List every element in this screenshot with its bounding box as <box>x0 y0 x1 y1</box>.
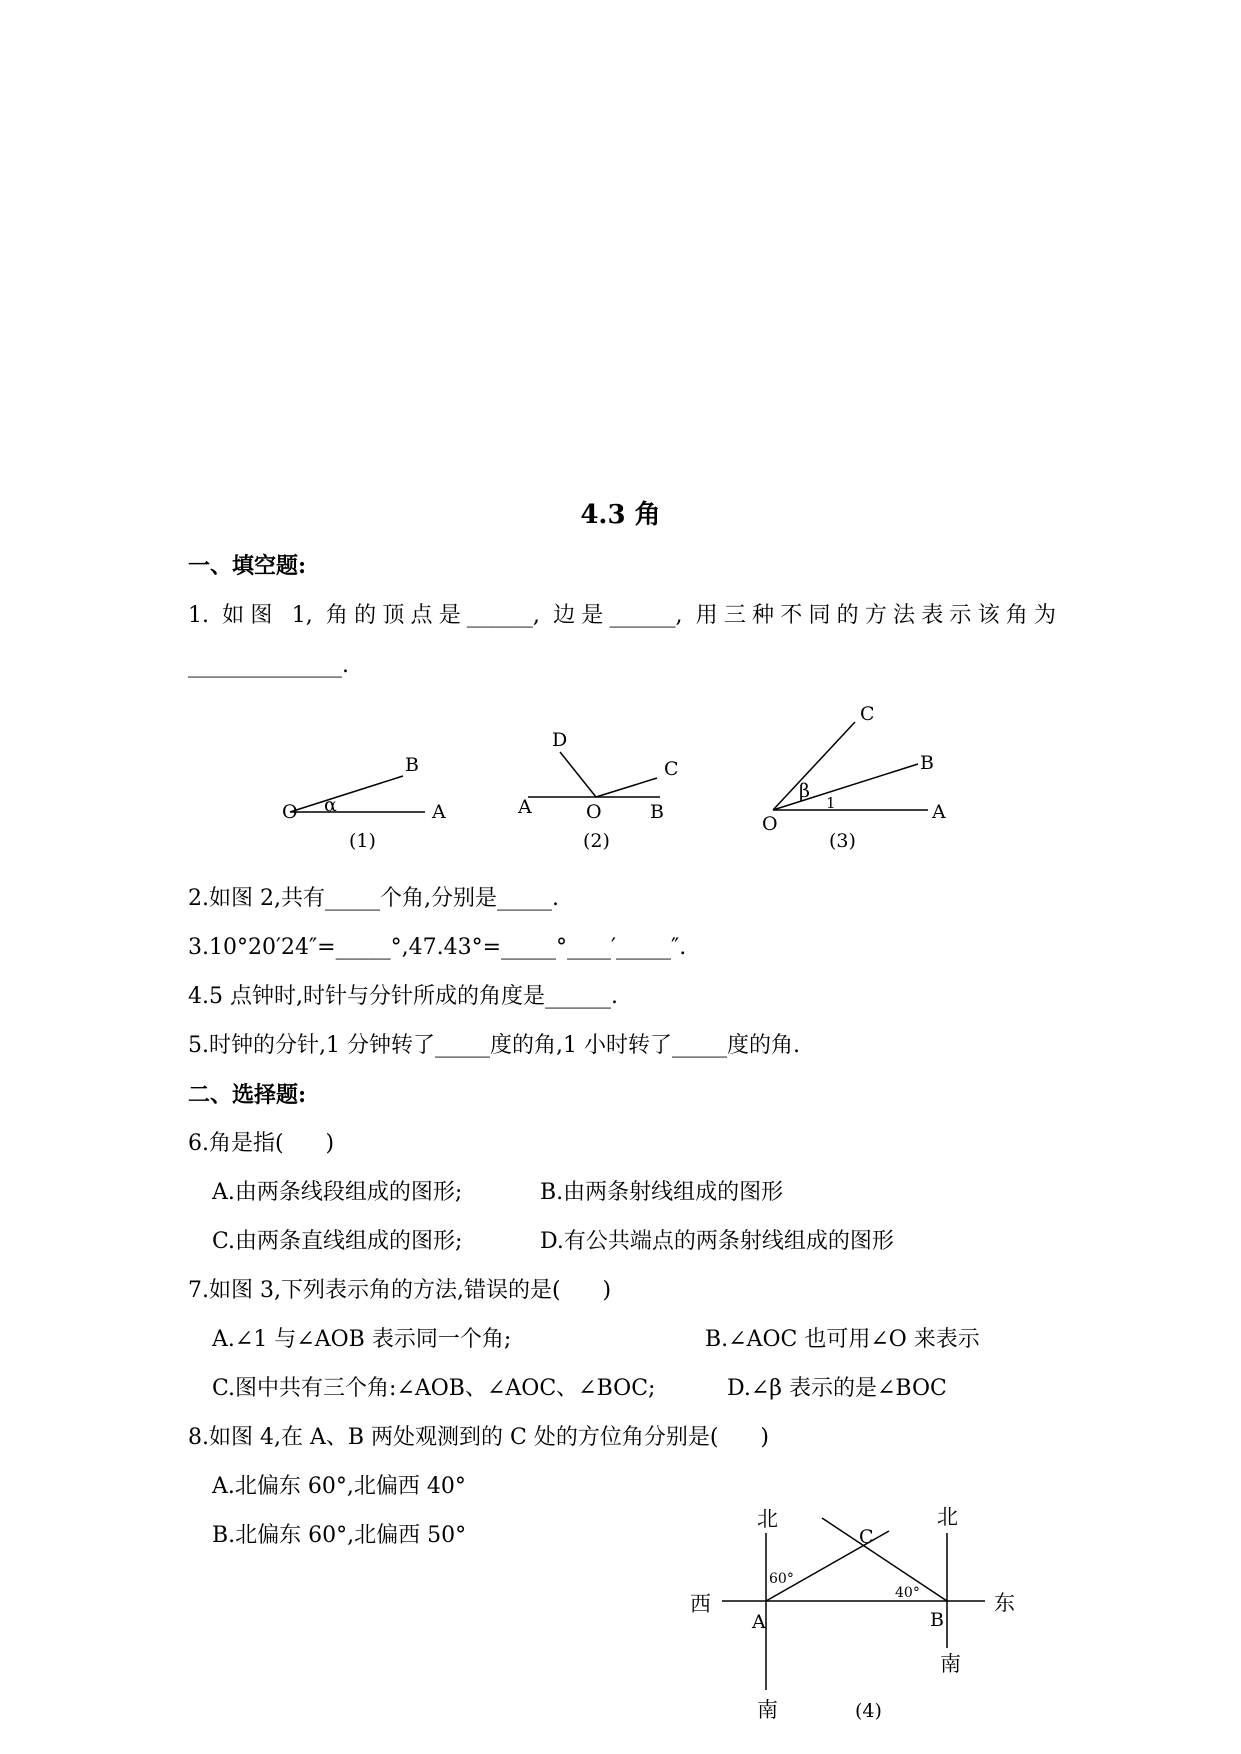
figure-3 <box>773 722 928 810</box>
question-8: 8.如图 4,在 A、B 两处观测到的 C 处的方位角分别是( ) <box>188 1425 769 1450</box>
fig4-angle-40: 40° <box>895 1585 920 1601</box>
fig4-west: 西 <box>690 1592 711 1616</box>
question-8-option-b: B.北偏东 60°,北偏西 50° <box>212 1523 467 1548</box>
fig4-south-a: 南 <box>757 1698 778 1722</box>
question-3: 3.10°20′24″=_____°,47.43°=_____°____′_____″. <box>188 935 687 960</box>
fig3-label-beta: β <box>799 780 810 802</box>
figure-1 <box>290 776 425 812</box>
question-1-line-2: ______________. <box>188 653 349 678</box>
figures-1-3 <box>0 700 1241 880</box>
fig2-label-d: D <box>552 729 568 751</box>
figure-2 <box>528 752 660 797</box>
page-title: 4.3 角 <box>580 500 661 530</box>
question-6-option-a: A.由两条线段组成的图形; <box>212 1180 463 1205</box>
fig4-label-b: B <box>930 1609 944 1631</box>
fig2-label-c: C <box>664 758 679 780</box>
fig4-label-c: C <box>859 1526 874 1548</box>
question-5: 5.时钟的分针,1 分钟转了_____度的角,1 小时转了_____度的角. <box>188 1033 800 1058</box>
fig1-caption: (1) <box>349 830 376 852</box>
question-7-option-a: A.∠1 与∠AOB 表示同一个角; <box>212 1327 512 1352</box>
fig2-label-b: B <box>650 801 664 823</box>
fig2-label-o: O <box>586 801 602 823</box>
fig4-east: 东 <box>994 1591 1015 1615</box>
fig3-caption: (3) <box>829 830 856 852</box>
question-4: 4.5 点钟时,时针与分针所成的角度是______. <box>188 984 618 1009</box>
section-fill-in-blank: 一、填空题: <box>188 553 307 579</box>
fig4-south-b: 南 <box>940 1652 961 1676</box>
fig1-label-o: O <box>282 801 298 823</box>
fig3-label-a: A <box>932 801 946 823</box>
fig3-label-b: B <box>920 752 934 774</box>
question-6-option-c: C.由两条直线组成的图形; <box>212 1229 463 1254</box>
fig2-caption: (2) <box>583 830 610 852</box>
figure-1-labels <box>282 754 446 852</box>
fig4-north-a: 北 <box>757 1507 778 1531</box>
fig2-label-a: A <box>518 796 532 818</box>
question-1-line-1: 1. 如图 1, 角的顶点是______, 边是______, 用三种不同的方法表示该角为 <box>188 603 1056 628</box>
question-7-option-b: B.∠AOC 也可用∠O 来表示 <box>705 1327 980 1352</box>
fig1-label-alpha: α <box>324 794 337 816</box>
fig4-angle-60: 60° <box>769 1571 794 1587</box>
question-7: 7.如图 3,下列表示角的方法,错误的是( ) <box>188 1278 612 1303</box>
question-7-option-d: D.∠β 表示的是∠BOC <box>727 1376 947 1401</box>
question-2: 2.如图 2,共有_____个角,分别是_____. <box>188 886 559 911</box>
figure-2-labels <box>517 729 679 852</box>
question-6-option-b: B.由两条射线组成的图形 <box>540 1180 784 1205</box>
fig1-label-a: A <box>432 801 446 823</box>
figure-3-labels <box>762 703 946 852</box>
fig3-label-c: C <box>860 703 875 725</box>
fig3-label-1: 1 <box>826 794 836 812</box>
question-6-option-d: D.有公共端点的两条射线组成的图形 <box>540 1229 894 1254</box>
question-8-option-a: A.北偏东 60°,北偏西 40° <box>212 1474 466 1499</box>
fig4-north-b: 北 <box>937 1505 958 1529</box>
question-6: 6.角是指( ) <box>188 1131 335 1156</box>
fig3-label-o: O <box>762 813 778 835</box>
fig1-label-b: B <box>405 754 419 776</box>
figure-4 <box>0 1490 1241 1740</box>
question-7-option-c: C.图中共有三个角:∠AOB、∠AOC、∠BOC; <box>212 1376 656 1401</box>
section-multiple-choice: 二、选择题: <box>188 1082 307 1108</box>
fig4-caption: (4) <box>855 1700 882 1722</box>
fig4-label-a: A <box>752 1611 766 1633</box>
